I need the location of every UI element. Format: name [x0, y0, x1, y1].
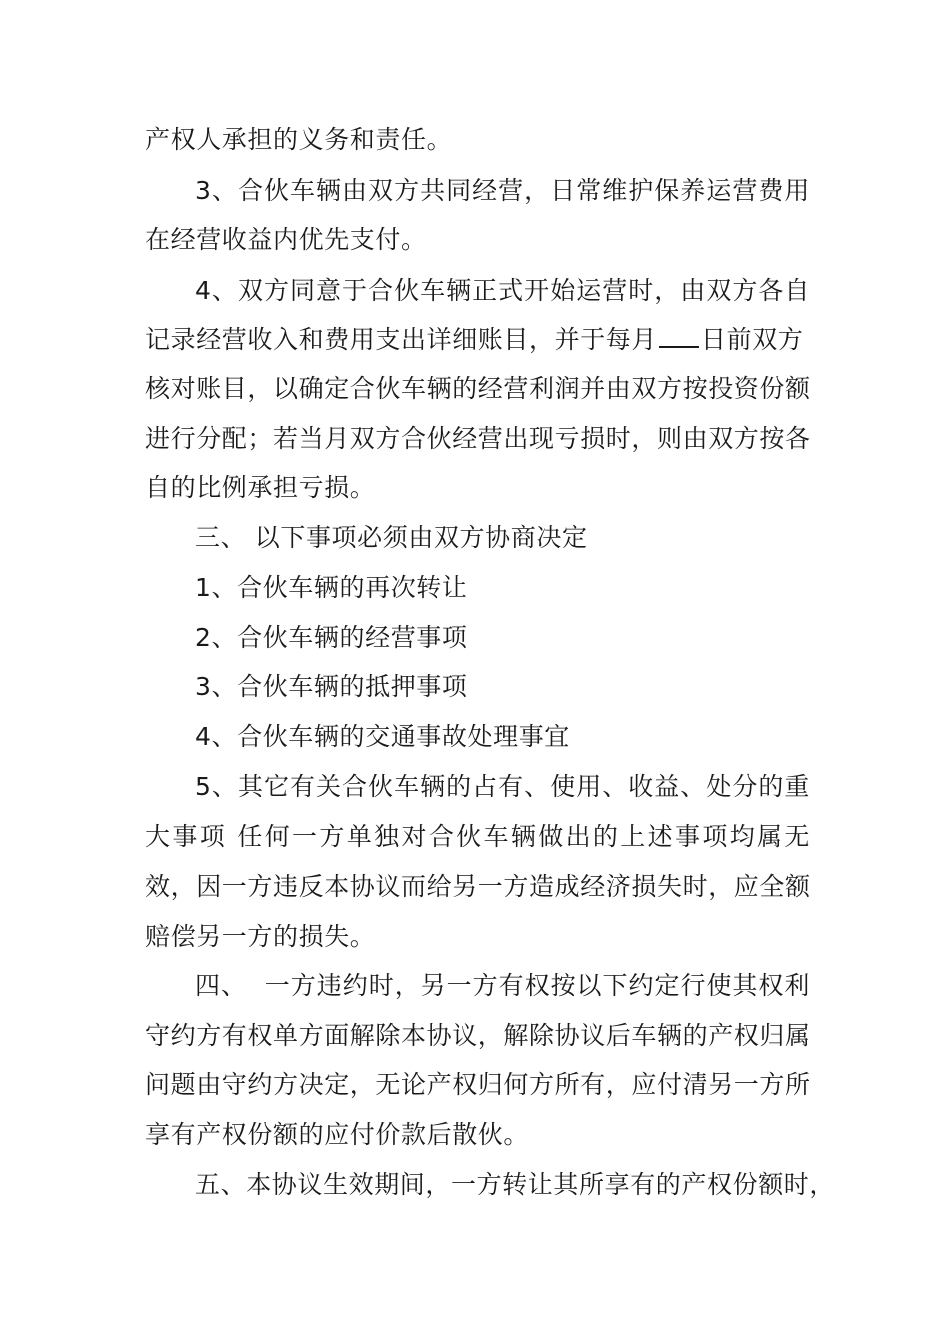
fill-in-blank [659, 324, 699, 348]
text-line [145, 323, 810, 357]
text-line: 产权人承担的义务和责任。 [145, 125, 453, 154]
text-line: 3、合伙车辆由双方共同经营，日常维护保养运营费用 [195, 176, 810, 205]
section-heading: 四、 一方违约时，另一方有权按以下约定行使其权利 [195, 971, 810, 1000]
list-item: 1、合伙车辆的再次转让 [195, 573, 468, 602]
text-line: 自的比例承担亏损。 [145, 473, 376, 502]
list-item: 4、合伙车辆的交通事故处理事宜 [195, 722, 570, 751]
text-line: 在经营收益内优先支付。 [145, 225, 427, 254]
list-item: 2、合伙车辆的经营事项 [195, 623, 468, 652]
text-line: 赔偿另一方的损失。 [145, 922, 376, 951]
text-line: 核对账目，以确定合伙车辆的经营利润并由双方按投资份额 [145, 374, 811, 403]
text-line: 守约方有权单方面解除本协议，解除协议后车辆的产权归属 [145, 1021, 811, 1050]
text-fragment: 日前双方 [701, 325, 804, 354]
text-line: 5、其它有关合伙车辆的占有、使用、收益、处分的重 [195, 772, 810, 801]
list-item: 3、合伙车辆的抵押事项 [195, 672, 468, 701]
text-line: 效，因一方违反本协议而给另一方造成经济损失时，应全额 [145, 872, 811, 901]
section-heading: 三、 以下事项必须由双方协商决定 [195, 523, 588, 552]
text-line: 问题由守约方决定，无论产权归何方所有，应付清另一方所 [145, 1070, 811, 1099]
text-line: 享有产权份额的应付价款后散伙。 [145, 1120, 530, 1149]
text-line: 大事项 任何一方单独对合伙车辆做出的上述事项均属无 [145, 822, 810, 851]
text-line: 进行分配；若当月双方合伙经营出现亏损时，则由双方按各 [145, 424, 811, 453]
section-heading: 五、本协议生效期间，一方转让其所享有的产权份额时， [195, 1170, 836, 1199]
text-line: 4、双方同意于合伙车辆正式开始运营时，由双方各自 [195, 276, 810, 305]
text-fragment: 记录经营收入和费用支出详细账目，并于每月 [145, 325, 658, 354]
